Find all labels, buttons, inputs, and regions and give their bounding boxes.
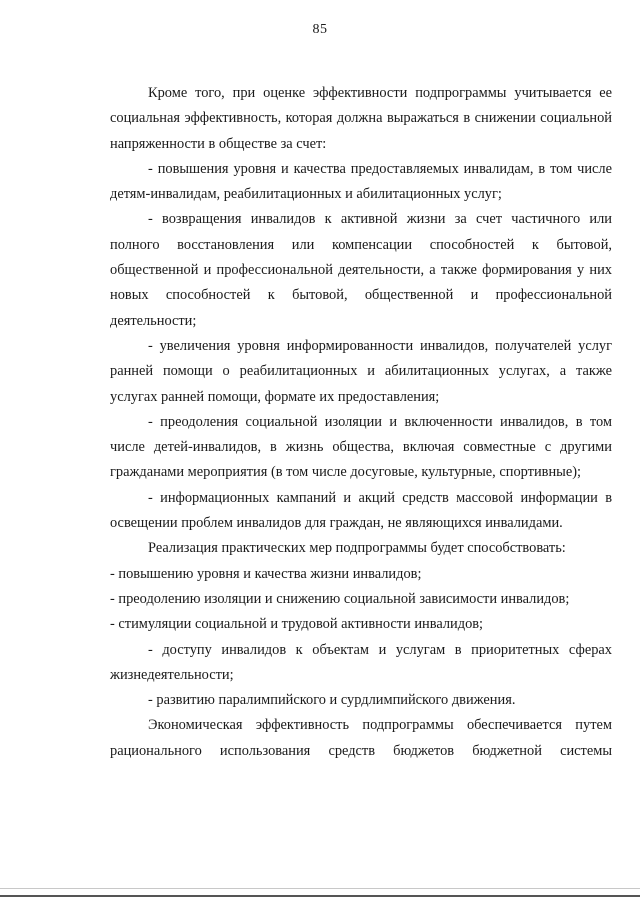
- list-item-social-dependence: - преодолению изоляции и снижению социальной зависимости инвалидов;: [110, 590, 570, 607]
- list-item-overcoming-isolation: - преодоления социальной изоляции и включенности инвалидов, в том числе детей-инвалидов, в жизнь общества, включая совместные с другими гражданами мероприятия (в том числе досуговые, культурные, спортивные);: [110, 413, 612, 481]
- scan-edge-line: [0, 888, 640, 889]
- list-item-awareness: - увеличения уровня информированности инвалидов, получателей услуг ранней помощи о реабилитационных и абилитационных услугах, а также услугах ранней помощи, формате их предоставления;: [110, 337, 612, 405]
- paragraph-practical-measures: Реализация практических мер подпрограммы будет способствовать:: [148, 540, 566, 557]
- page-number: 85: [312, 22, 328, 37]
- list-item-life-quality: - повышению уровня и качества жизни инвалидов;: [110, 565, 422, 582]
- list-item-activity-stimulation: - стимуляции социальной и трудовой активности инвалидов;: [110, 616, 484, 633]
- list-item-information-campaigns: - информационных кампаний и акций средств массовой информации в освещении проблем инвалидов для граждан, не являющихся инвалидами.: [110, 489, 612, 532]
- paragraph-social-efficiency: Кроме того, при оценке эффективности подпрограммы учитывается ее социальная эффективность, которая должна выражаться в снижении социальной напряженности в обществе за счет:: [110, 85, 612, 152]
- list-item-accessibility: - доступу инвалидов к объектам и услугам в приоритетных сферах жизнедеятельности;: [110, 641, 612, 683]
- list-item-services-quality: - повышения уровня и качества предоставляемых инвалидам, в том числе детям-инвалидам, реабилитационных и абилитационных услуг;: [110, 160, 612, 203]
- list-item-paralympic: - развитию паралимпийского и сурдлимпийского движения.: [148, 692, 516, 709]
- body-text: [110, 81, 612, 764]
- scan-bottom-border: [0, 895, 640, 897]
- paragraph-economic-efficiency: Экономическая эффективность подпрограммы обеспечивается путем рационального использования средств бюджетов бюджетной системы: [110, 717, 612, 759]
- list-item-return-to-active-life: - возвращения инвалидов к активной жизни за счет частичного или полного восстановления или компенсации способностей к бытовой, общественной и профессиональной деятельности, а также формирования у них новых способностей к бытовой, общественной и профессиональной деятельности;: [110, 211, 612, 329]
